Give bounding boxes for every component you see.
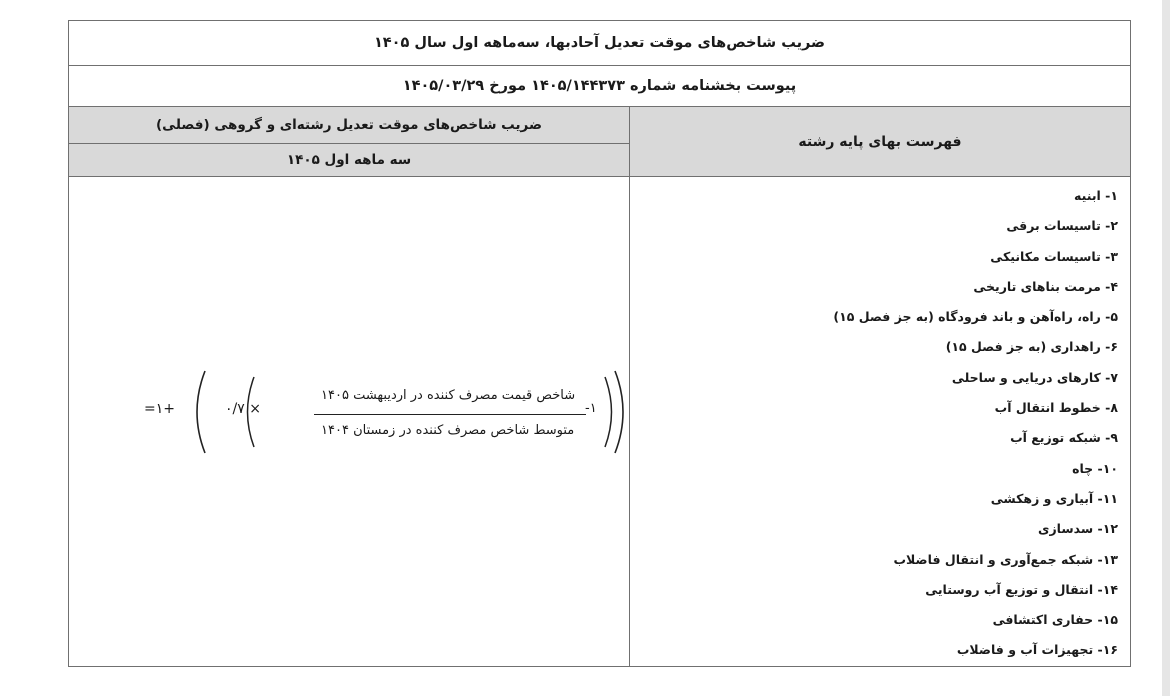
list-item: ۱- ابنیه xyxy=(1074,188,1118,203)
list-item: ۷- کارهای دریایی و ساحلی xyxy=(951,369,1118,385)
list-item: ۱۶- تجهیزات آب و فاضلاب xyxy=(956,642,1118,658)
list-item: ۲- تاسیسات برقی xyxy=(1006,218,1118,234)
list-item: ۹- شبکه توزیع آب xyxy=(1010,430,1118,446)
coefficient-column-header: ضریب شاخص‌های موقت تعدیل رشته‌ای و گروهی (فصلی) xyxy=(69,107,630,144)
formula-minus-one: -۱ xyxy=(585,401,597,416)
list-item: ۱۳- شبکه جمع‌آوری و انتقال فاضلاب xyxy=(893,551,1118,567)
formula-multiplier: ۰/۷ × xyxy=(225,401,261,417)
formula-lead: =۱+ xyxy=(144,401,175,417)
inner-left-paren-icon xyxy=(239,375,257,449)
formula-numerator: شاخص قیمت مصرف کننده در اردیبهشت ۱۴۰۵ xyxy=(321,388,576,403)
list-item: ۱۵- حفاری اکتشافی xyxy=(992,612,1118,628)
list-item: ۱۰- چاه xyxy=(1072,460,1118,476)
adjustment-formula xyxy=(69,177,629,666)
outer-left-paren-icon xyxy=(186,369,208,455)
fields-list xyxy=(630,177,1130,666)
fraction-bar xyxy=(314,414,586,415)
formula-denominator: متوسط شاخص مصرف کننده در زمستان ۱۴۰۴ xyxy=(321,423,575,438)
list-item: ۶- راهداری (به جز فصل ۱۵) xyxy=(945,339,1118,355)
list-item: ۱۴- انتقال و توزیع آب روستایی xyxy=(925,581,1118,597)
list-item: ۸- خطوط انتقال آب xyxy=(994,400,1118,416)
list-item: ۵- راه، راه‌آهن و باند فرودگاه (به جز فصل ۱۵) xyxy=(833,309,1118,325)
list-item: ۴- مرمت بناهای تاریخی xyxy=(973,278,1118,294)
list-item: ۳- تاسیسات مکانیکی xyxy=(990,248,1118,264)
fields-column-header: فهرست بهای پایه رشته xyxy=(630,107,1131,177)
period-header: سه ماهه اول ۱۴۰۵ xyxy=(69,144,630,177)
fields-cell xyxy=(630,177,1131,667)
table-title: ضریب شاخص‌های موقت تعدیل آحادبها، سه‌ماهه اول سال ۱۴۰۵ xyxy=(69,21,1131,66)
list-item: ۱۱- آبیاری و زهکشی xyxy=(990,490,1118,506)
formula-cell xyxy=(69,177,630,667)
annex-reference: پیوست بخشنامه شماره ۱۴۰۵/۱۴۴۳۷۳ مورخ ۱۴۰۵/۰۳/۲۹ xyxy=(69,66,1131,107)
coefficient-table xyxy=(68,20,1131,667)
outer-right-paren-icon xyxy=(612,369,634,455)
list-item: ۱۲- سدسازی xyxy=(1038,521,1118,537)
scrollbar[interactable] xyxy=(1162,0,1170,696)
